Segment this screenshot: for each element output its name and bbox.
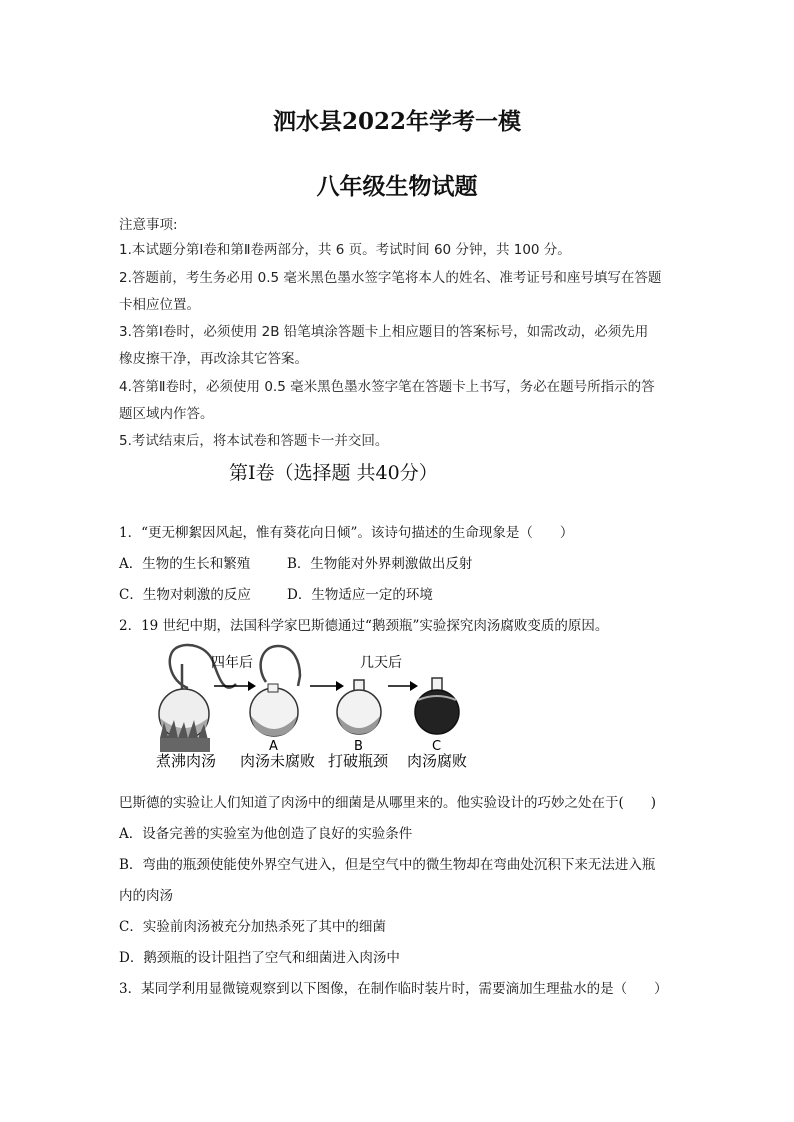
arrow-several-days xyxy=(360,655,418,691)
notes-line-3: 卡相应位置。 xyxy=(119,297,200,313)
notes-line-2: 2.答题前，考生务必用 0.5 毫米黑色墨水签字笔将本人的姓名、准考证号和座号填写在答题 xyxy=(119,270,662,286)
notes-line-4: 3.答第Ⅰ卷时，必须使用 2B 铅笔填涂答题卡上相应题目的答案标号，如需改动，必须先用 xyxy=(119,324,649,340)
caption-spoiled: 肉汤腐败 xyxy=(407,752,468,770)
q2-option-b-line2: 内的肉汤 xyxy=(119,888,173,904)
q2-option-a: A．设备完善的实验室为他创造了良好的实验条件 xyxy=(119,826,413,842)
caption-boiling: 煮沸肉汤 xyxy=(156,752,217,770)
q2-stem: 2．19 世纪中期，法国科学家巴斯德通过“鹅颈瓶”实验探究肉汤腐败变质的原因。 xyxy=(119,618,609,634)
notes-heading: 注意事项: xyxy=(119,217,178,233)
q2-question: 巴斯德的实验让人们知道了肉汤中的细菌是从哪里来的。他实验设计的巧妙之处在于( ) xyxy=(119,795,657,811)
q3-stem: 3．某同学利用显微镜观察到以下图像，在制作临时装片时，需要滴加生理盐水的是（ ） xyxy=(119,981,668,997)
q1-option-b: B．生物能对外界刺激做出反射 xyxy=(287,556,473,572)
notes-line-8: 5.考试结束后，将本试卷和答题卡一并交回。 xyxy=(119,433,389,449)
q2-option-b-line1: B．弯曲的瓶颈使能使外界空气进入，但是空气中的微生物却在弯曲处沉积下来无法进入瓶 xyxy=(119,857,656,873)
q2-option-c: C．实验前肉汤被充分加热杀死了其中的细菌 xyxy=(119,919,386,935)
notes-line-7: 题区域内作答。 xyxy=(119,406,214,422)
label-c: C xyxy=(432,739,442,754)
flask-c xyxy=(415,678,459,734)
arrow-label-four-years: 四年后 xyxy=(211,655,253,671)
q1-stem: 1．“更无柳絮因风起，惟有葵花向日倾”。该诗句描述的生命现象是（ ） xyxy=(119,525,574,541)
q1-option-a: A．生物的生长和繁殖 xyxy=(119,556,251,572)
notes-line-1: 1.本试题分第Ⅰ卷和第Ⅱ卷两部分，共 6 页。考试时间 60 分钟，共 100 分。 xyxy=(119,242,571,258)
section-heading: 第Ⅰ卷（选择题 共40分） xyxy=(229,462,438,484)
caption-break-neck: 打破瓶颈 xyxy=(328,752,389,770)
exam-subtitle: 八年级生物试题 xyxy=(316,173,478,200)
swan-neck-flask-figure xyxy=(148,642,478,770)
notes-line-6: 4.答第Ⅱ卷时，必须使用 0.5 毫米黑色墨水签字笔在答题卡上书写，务必在题号所指示的答 xyxy=(119,379,655,395)
flask-b xyxy=(337,680,381,734)
caption-not-spoiled: 肉汤未腐败 xyxy=(240,752,316,770)
notes-line-5: 橡皮擦干净，再改涂其它答案。 xyxy=(119,351,308,367)
label-b: B xyxy=(354,739,363,754)
q1-option-d: D．生物适应一定的环境 xyxy=(287,587,433,603)
q1-option-c: C．生物对刺激的反应 xyxy=(119,587,251,603)
exam-title: 泗水县2022年学考一模 xyxy=(272,108,521,135)
arrow-label-several-days: 几天后 xyxy=(360,655,402,671)
q2-option-d: D．鹅颈瓶的设计阻挡了空气和细菌进入肉汤中 xyxy=(119,950,400,966)
label-a: A xyxy=(269,739,278,754)
flask-a xyxy=(250,646,300,736)
